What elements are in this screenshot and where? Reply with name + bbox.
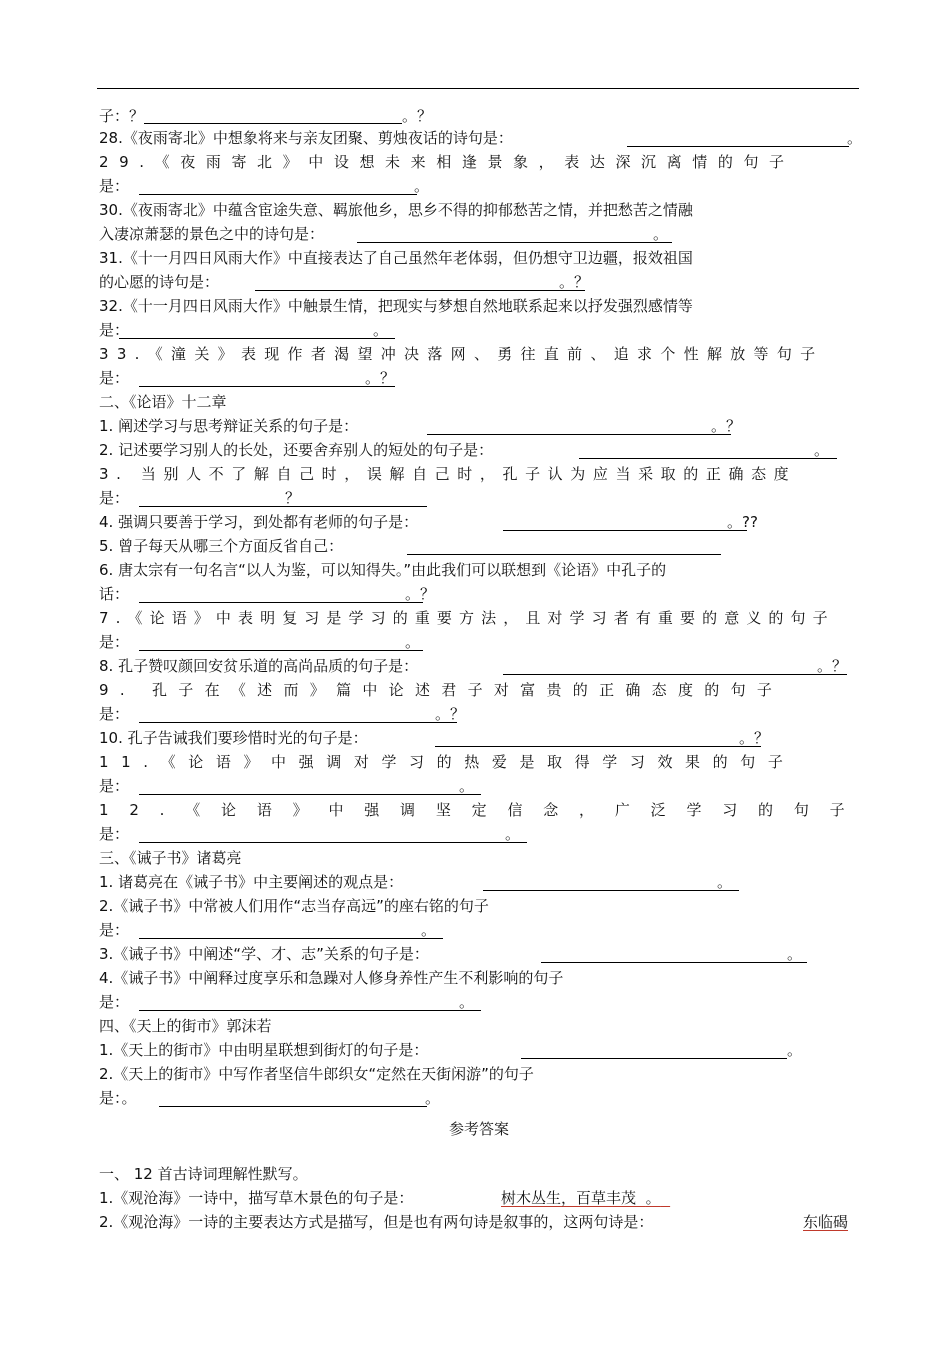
- lunyu-q6: 6. 唐太宗有一句名言“以人为鉴，可以知得失。”由此我们可以联想到《论语》中孔子的: [99, 561, 667, 579]
- answer-blank[interactable]: [503, 513, 747, 531]
- worksheet: [99, 103, 866, 1235]
- lunyu-q5: 5. 曾子每天从哪三个方面反省自己：: [99, 535, 859, 559]
- q32: 32.《十一月四日风雨大作》中触景生情，把现实与梦想自然地联系起来以抒发强烈感情等: [99, 297, 693, 315]
- q32-answer: 是： 。: [99, 319, 859, 343]
- lunyu-q2: 2. 记述要学习别人的长处，还要舍弃别人的短处的句子是： 。: [99, 439, 859, 463]
- answer-2: 2.《观沧海》一诗的主要表达方式是描写，但是也有两句诗是叙事的，这两句诗是： 东临碣: [99, 1213, 849, 1231]
- lunyu-q12: 12.《论语》中强调坚定信念，广泛学习的句子: [99, 801, 866, 819]
- answer-blank[interactable]: [139, 777, 481, 795]
- jiezishu-q3: 3.《诫子书》中阐述“学、才、志”关系的句子是： 。: [99, 943, 859, 967]
- answer-blank[interactable]: [521, 1041, 787, 1059]
- answer-blank[interactable]: [435, 729, 761, 747]
- lunyu-q4: 4. 强调只要善于学习，到处都有老师的句子是： 。??: [99, 513, 758, 531]
- lunyu-q9-answer: 是： 。？: [99, 705, 466, 723]
- answer-blank[interactable]: [579, 441, 837, 459]
- lunyu-q3: 3. 当别人不了解自己时，误解自己时，孔子认为应当采取的正确态度: [99, 465, 797, 483]
- answer-blank[interactable]: [139, 585, 423, 603]
- line-1: 子：？ 。？: [99, 107, 433, 125]
- answers-heading: 一、 12 首古诗词理解性默写。: [99, 1165, 308, 1183]
- lunyu-q9: 9. 孔子在《述而》篇中论述君子对富贵的正确态度的句子: [99, 681, 784, 699]
- q30-answer: 入凄凉萧瑟的景色之中的诗句是： 。: [99, 223, 859, 247]
- jiezishu-q1: 1. 诸葛亮在《诫子书》中主要阐述的观点是： 。: [99, 871, 859, 895]
- lunyu-q7-answer: 是： 。: [99, 631, 859, 655]
- tianshang-q2: 2.《天上的街市》中写作者坚信牛郎织女“定然在天街闲游”的句子: [99, 1065, 534, 1083]
- answer-blank[interactable]: [483, 873, 739, 891]
- answer-blank[interactable]: [119, 321, 395, 339]
- q31-answer: 的心愿的诗句是： 。？: [99, 273, 590, 291]
- jiezishu-q4-answer: 是： 。: [99, 991, 859, 1015]
- q31: 31.《十一月四日风雨大作》中直接表达了自己虽然年老体弱，但仍想守卫边疆，报效祖国: [99, 249, 693, 267]
- answer-blank[interactable]: [139, 633, 423, 651]
- lunyu-q10: 10. 孔子告诫我们要珍惜时光的句子是： 。？: [99, 729, 770, 747]
- tianshang-q1: 1.《天上的街市》中由明星联想到街灯的句子是： 。: [99, 1041, 803, 1059]
- answer-blank[interactable]: [541, 945, 807, 963]
- lunyu-q11-answer: 是： 。: [99, 775, 859, 799]
- answer-blank[interactable]: [139, 993, 481, 1011]
- q33-answer: 是： 。？: [99, 369, 396, 387]
- answer-blank[interactable]: [427, 417, 731, 435]
- header-rule: [97, 88, 859, 89]
- answer-blank[interactable]: [139, 825, 527, 843]
- jiezishu-q2-answer: 是： 。: [99, 919, 859, 943]
- q28: 28.《夜雨寄北》中想象将来与亲友团聚、剪烛夜话的诗句是： 。: [99, 129, 863, 147]
- answer-blank[interactable]: [159, 1089, 427, 1107]
- answer-blank[interactable]: [627, 129, 849, 147]
- jiezishu-q2: 2.《诫子书》中常被人们用作“志当存高远”的座右铭的句子: [99, 897, 489, 915]
- tianshang-q2-answer: 是：。 。: [99, 1089, 441, 1107]
- lunyu-q12-answer: 是： 。: [99, 823, 859, 847]
- q33: 33.《潼关》表现作者渴望冲决落网、勇往直前、追求个性解放等句子: [99, 345, 824, 363]
- lunyu-q1: 1. 阐述学习与思考辩证关系的句子是： 。？: [99, 417, 742, 435]
- answer-blank[interactable]: [139, 921, 443, 939]
- section-jiezishu-heading: 三、《诫子书》诸葛亮: [99, 849, 242, 867]
- answer-blank[interactable]: [139, 177, 417, 195]
- answer-blank[interactable]: [139, 705, 457, 723]
- answer-text: 树木丛生，百草丰茂: [501, 1189, 637, 1207]
- q29: 29.《夜雨寄北》中设想未来相逢景象，表达深沉离情的句子: [99, 153, 795, 171]
- answer-blank[interactable]: [255, 273, 585, 291]
- section-tianshang-heading: 四、《天上的街市》郭沫若: [99, 1017, 272, 1035]
- answer-blank[interactable]: [139, 489, 427, 507]
- answer-text: 东临碣: [803, 1213, 849, 1231]
- q30: 30.《夜雨寄北》中蕴含宦途失意、羁旅他乡，思乡不得的抑郁愁苦之情，并把愁苦之情融: [99, 201, 693, 219]
- jiezishu-q4: 4.《诫子书》中阐释过度享乐和急躁对人修身养性产生不利影响的句子: [99, 969, 564, 987]
- lunyu-q3-answer: 是： ？: [99, 487, 859, 511]
- lunyu-q7: 7.《论语》中表明复习是学习的重要方法，且对学习者有重要的意义的句子: [99, 609, 835, 627]
- answer-blank[interactable]: [407, 537, 721, 555]
- lunyu-q8: 8. 孔子赞叹颜回安贫乐道的高尚品质的句子是： 。？: [99, 657, 848, 675]
- lunyu-q6-answer: 话： 。？: [99, 585, 436, 603]
- answer-blank[interactable]: [139, 369, 395, 387]
- answers-title: 参考答案: [448, 1120, 509, 1138]
- answer-blank[interactable]: [144, 106, 402, 124]
- answer-blank[interactable]: [357, 225, 672, 243]
- lunyu-q11: 11.《论语》中强调对学习的热爱是取得学习效果的句子: [99, 753, 796, 771]
- answer-1: 1.《观沧海》一诗中，描写草木景色的句子是： 树木丛生，百草丰茂 。: [99, 1189, 661, 1207]
- section-lunyu-heading: 二、《论语》十二章: [99, 393, 227, 411]
- answer-blank[interactable]: [503, 657, 847, 675]
- q29-answer: 是： 。: [99, 177, 430, 195]
